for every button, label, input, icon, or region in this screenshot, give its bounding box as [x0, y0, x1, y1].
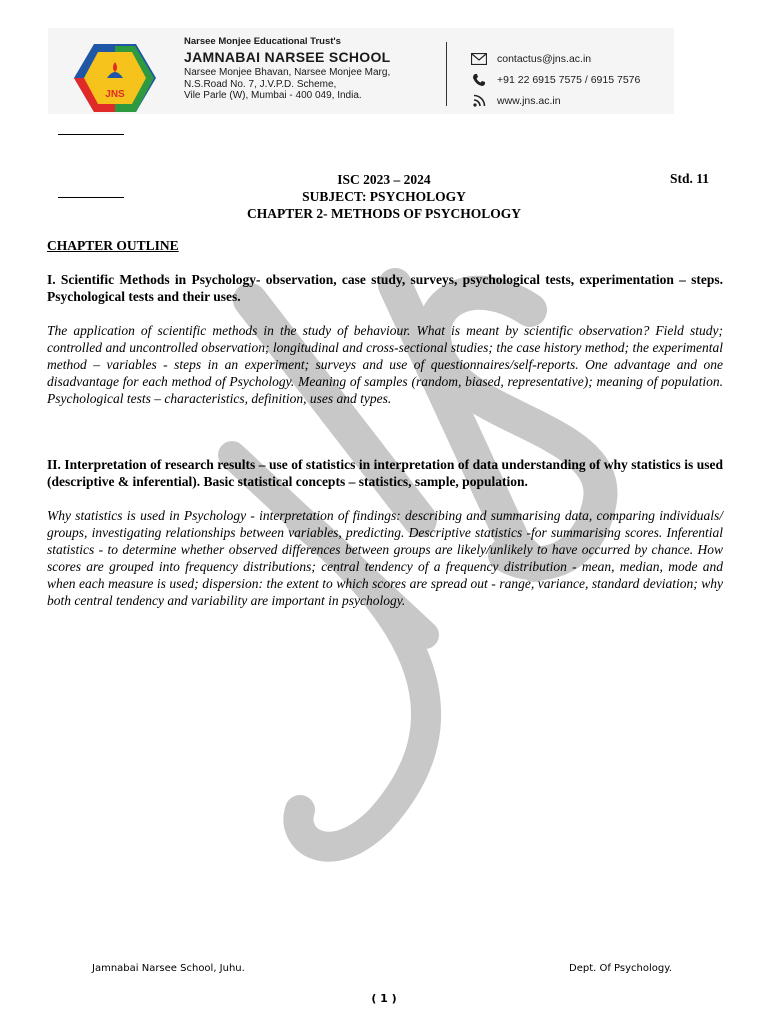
school-info	[184, 36, 454, 102]
letterhead-divider	[446, 42, 447, 106]
footer-dept: Dept. Of Psychology.	[569, 963, 672, 974]
phone-row	[470, 69, 640, 90]
email-row	[470, 48, 640, 69]
section-2-heading: II. Interpretation of research results – use of statistics in interpretation of data understanding of why statistics is used (descriptive & inferential). Basic statistical concepts – statistics, sample, population.	[47, 457, 723, 489]
letterhead	[48, 28, 674, 114]
blank-line-1	[58, 134, 124, 135]
chapter-outline-title: CHAPTER OUTLINE	[47, 238, 179, 253]
section-1-body: The application of scientific methods in the study of behaviour. What is meant by scientific observation? Field study; controlled and uncontrolled observation; longitudinal and cross-sectional studies; the case history method; the experimental method – variables - steps in an experiment; surveys and use of questionnaires/self-reports. One advantage and one disadvantage for each method of Psychology. Meaning of samples (random, biased, representative); meaning of population. Psychological tests – characteristics, definition, uses and types.	[47, 323, 723, 406]
phone-icon	[470, 73, 488, 87]
address-line-1: Narsee Monjee Bhavan, Narsee Monjee Marg,	[184, 67, 391, 78]
chapter-heading: CHAPTER 2- METHODS OF PSYCHOLOGY	[246, 206, 521, 221]
section-2-body: Why statistics is used in Psychology - interpretation of findings: describing and summarising data, comparing individuals/ groups, investigating relationships between variables, predicting. Descriptive statistics -for summarising scores. Inferential statistics - to determine whether observed differences between groups are likely/unlikely to have occurred by chance. How scores are grouped into frequency distributions; central tendency of a frequency distribution - mean, median, mode and when each measure is used; dispersion: the extent to which scores are spread out - range, variance, standard deviation; why both central tendency and variability are important in psychology.	[47, 508, 723, 608]
footer-school: Jamnabai Narsee School, Juhu.	[92, 963, 245, 974]
trust-name: Narsee Monjee Educational Trust's	[184, 36, 341, 47]
website-row	[470, 90, 640, 111]
address-line-3: Vile Parle (W), Mumbai - 400 049, India.	[184, 90, 362, 101]
phone-text[interactable]: +91 22 6915 7575 / 6915 7576	[497, 73, 641, 86]
year-heading: ISC 2023 – 2024	[337, 172, 431, 187]
school-name: JAMNABAI NARSEE SCHOOL	[184, 49, 391, 65]
envelope-icon	[470, 52, 488, 66]
logo-text: JNS	[105, 89, 125, 100]
subject-heading: SUBJECT: PSYCHOLOGY	[302, 189, 466, 204]
email-text[interactable]: contactus@jns.ac.in	[497, 52, 592, 65]
website-text[interactable]: www.jns.ac.in	[497, 94, 561, 107]
section-1-heading: I. Scientific Methods in Psychology- observation, case study, surveys, psychological tests, experimentation – steps. Psychological tests and their uses.	[47, 272, 723, 304]
school-logo	[74, 42, 156, 114]
page-number: ( 1 )	[371, 992, 397, 1005]
address-line-2: N.S.Road No. 7, J.V.P.D. Scheme,	[184, 78, 337, 90]
contact-info	[470, 48, 640, 111]
std-label: Std. 11	[670, 171, 710, 186]
rss-icon	[470, 94, 488, 108]
